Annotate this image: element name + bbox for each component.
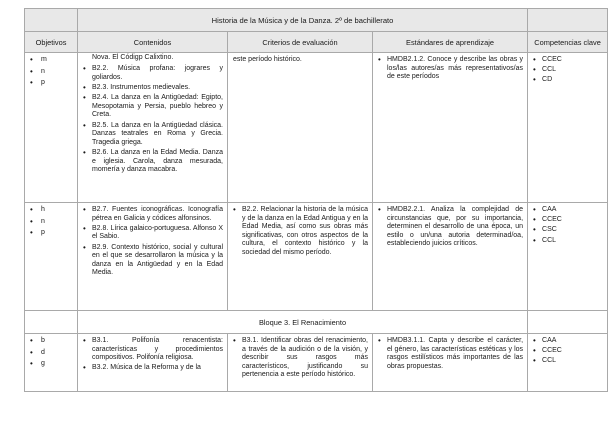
list-item: • B3.2. Música de la Reforma y de la <box>82 364 223 373</box>
title-row <box>25 9 608 32</box>
list-item: • HMDB2.1.2. Conoce y describe las obras y los/las autores/as más representativos/as de este períodos <box>377 56 523 82</box>
estandares-cell <box>373 334 528 392</box>
list-item: Nova. El Códigp Calixtino. <box>92 54 174 61</box>
list-item: • n <box>29 218 73 227</box>
list-item: • m <box>29 56 73 65</box>
list-item: • d <box>29 349 73 358</box>
list-item: • n <box>29 68 73 77</box>
header-competencias: Competencias clave <box>528 32 608 53</box>
list-item: • B3.1. Identificar obras del renacimiento, a través de la audición o de la visión, y describir sus rasgos más característicos, justificando su pertenencia a este período histórico. <box>232 337 368 380</box>
list-item: • CCEC <box>532 216 603 225</box>
list-item: • b <box>29 337 73 346</box>
contenidos-cell <box>78 53 228 203</box>
list-item: • CCL <box>532 237 603 246</box>
criterios-text: este período histórico. <box>233 56 302 63</box>
list-item: • g <box>29 360 73 369</box>
table-title: Historia de la Música y de la Danza. 2º de bachillerato <box>78 9 528 32</box>
competencias-cell <box>528 53 608 203</box>
list-item: • CAA <box>532 337 603 346</box>
header-criterios: Criterios de evaluación <box>228 32 373 53</box>
list-item: • HMDB2.2.1. Analiza la complejidad de circunstancias que, por su importancia, determinen el desarrollo de una época, un estilo o un/una autoria determinad/oa, estableciendo juicios críticos. <box>377 206 523 249</box>
estandares-cell <box>373 53 528 203</box>
contenidos-cell <box>78 334 228 392</box>
list-item: • CCEC <box>532 56 603 65</box>
list-item: • B3.1. Polifonía renacentista: características y procedimientos compositivos. Polifonía religiosa. <box>82 337 223 363</box>
list-item: • CCL <box>532 66 603 75</box>
list-item: • CAA <box>532 206 603 215</box>
block-blank-cell <box>25 311 78 334</box>
header-contenidos: Contenidos <box>78 32 228 53</box>
estandares-cell <box>373 203 528 311</box>
list-item: • CSC <box>532 226 603 235</box>
list-item: • B2.2. Música profana: jograres y goliardos. <box>82 65 223 82</box>
table-row <box>25 203 608 311</box>
criterios-cell <box>228 53 373 203</box>
title-blank-cell-right <box>528 9 608 32</box>
list-item: • B2.8. Lírica galaico-portuguesa. Alfonso X el Sabio. <box>82 225 223 242</box>
list-item: • CD <box>532 76 603 85</box>
table-row <box>25 53 608 203</box>
list-item: • B2.2. Relacionar la historia de la música y de la danza en la Edad Antigua y en la Edad Media, así como sus obras más significativas, con otros aspectos de la cultura, el contexto histórico y la sociedad del mismo período. <box>232 206 368 258</box>
list-item: • B2.4. La danza en la Antigüedad: Egipto, Mesopotamia y Persia, pueblo hebreo y Creta. <box>82 94 223 120</box>
objetivos-cell <box>25 203 78 311</box>
contenidos-cell <box>78 203 228 311</box>
header-estandares: Estándares de aprendizaje <box>373 32 528 53</box>
block-row <box>25 311 608 334</box>
objetivos-cell <box>25 53 78 203</box>
competencias-cell <box>528 203 608 311</box>
curriculum-table <box>24 8 608 392</box>
list-item: • B2.7. Fuentes iconográficas. Iconografía pétrea en Galicia y códices alfonsinos. <box>82 206 223 223</box>
list-item: • CCL <box>532 357 603 366</box>
criterios-cell <box>228 334 373 392</box>
list-item: • B2.5. La danza en la Antigüedad clásica. Danzas teatrales en Roma y Grecia. Tragedia griega. <box>82 122 223 148</box>
header-objetivos: Objetivos <box>25 32 78 53</box>
list-item: • p <box>29 79 73 88</box>
list-item: • HMDB3.1.1. Capta y describe el carácter, el género, las características estéticas y los rasgos estilísticos más importantes de las obras propuestas. <box>377 337 523 371</box>
list-item: • B2.9. Contexto histórico, social y cultural en el que se desarrollaron la música y la danza en la Antigüedad y en la Edad Media. <box>82 244 223 278</box>
list-item: • h <box>29 206 73 215</box>
header-row <box>25 32 608 53</box>
block-blank-cell-right <box>528 311 608 334</box>
list-item: • p <box>29 229 73 238</box>
list-item: • B2.6. La danza en la Edad Media. Danza e iglesia. Carola, danza mesurada, momería y danza macabra. <box>82 149 223 175</box>
list-item: • CCEC <box>532 347 603 356</box>
objetivos-cell <box>25 334 78 392</box>
block-title: Bloque 3. El Renacimiento <box>78 311 528 334</box>
criterios-cell <box>228 203 373 311</box>
list-item: • B2.3. Instrumentos medievales. <box>82 84 223 93</box>
table-row <box>25 334 608 392</box>
title-blank-cell <box>25 9 78 32</box>
competencias-cell <box>528 334 608 392</box>
